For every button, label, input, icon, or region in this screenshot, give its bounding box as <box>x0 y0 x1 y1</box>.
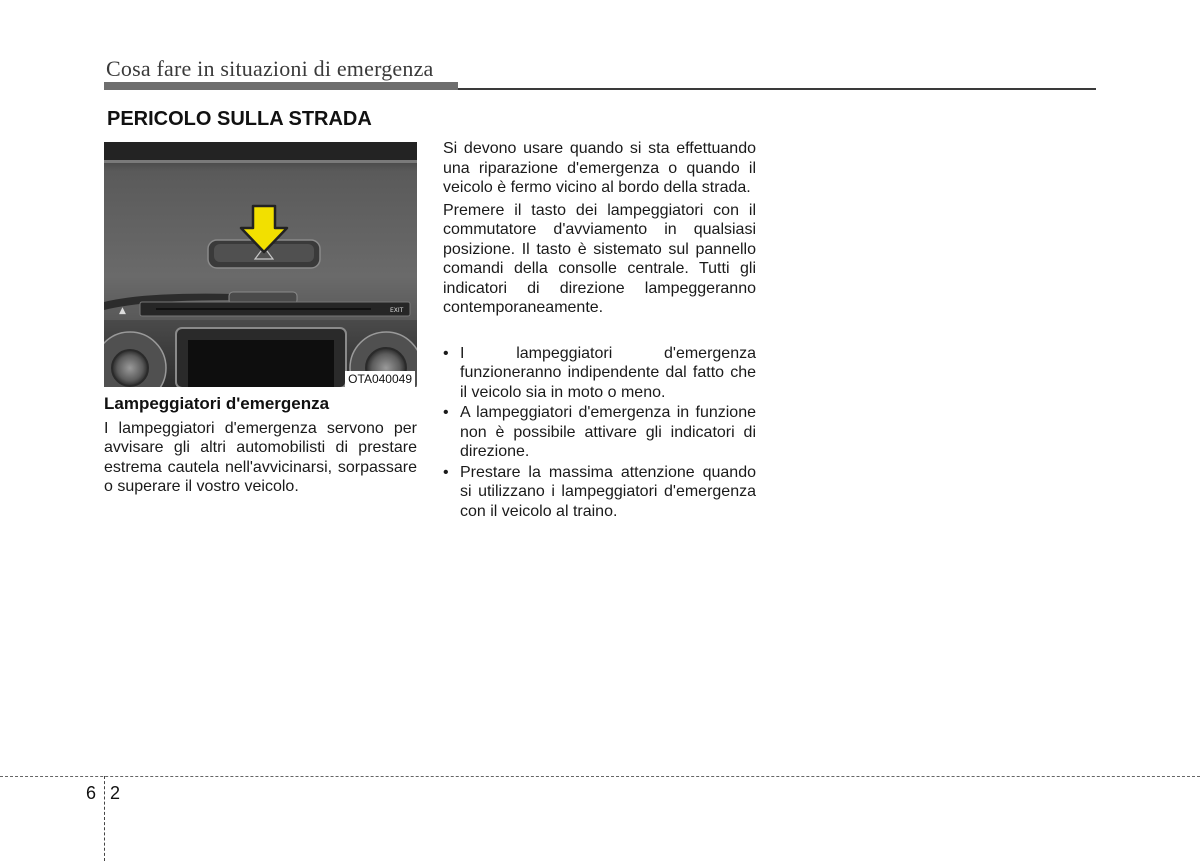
list-item-text: I lampeggiatori d'emergenza funzioneranno indipendente dal fatto che il veicolo sia in moto o meno. <box>460 344 756 401</box>
footer-divider <box>0 776 1200 777</box>
bullet-icon: • <box>443 344 449 362</box>
header-rule-thin <box>458 88 1096 90</box>
dashboard-illustration <box>104 142 417 387</box>
body-paragraph: Si devono usare quando si sta effettuando una riparazione d'emergenza o quando il veicolo è fermo vicino al bordo della strada. <box>443 140 756 196</box>
body-paragraph: Premere il tasto dei lampeggiatori con il commutatore d'avviamento in qualsiasi posizione. Il tasto è sistemato sul pannello comandi della consolle centrale. Tutti gli indicatori di direzione lampeggeranno contemporaneamente. <box>443 201 756 316</box>
list-item-text: Prestare la massima attenzione quando si utilizzano i lampeggiatori d'emergenza con il veicolo al traino. <box>460 463 756 520</box>
right-column <box>443 139 756 522</box>
list-item-text: A lampeggiatori d'emergenza in funzione non è possibile attivare gli indicatori di direzione. <box>460 404 756 460</box>
section-title: PERICOLO SULLA STRADA <box>107 108 372 130</box>
hazard-button-photo <box>104 142 417 387</box>
list-item <box>443 463 756 522</box>
figure-code: OTA040049 <box>345 371 415 387</box>
body-paragraph: I lampeggiatori d'emergenza servono per avvisare gli altri automobilisti di prestare estrema cautela nell'avvicinarsi, sorpassare o superare il vostro veicolo. <box>104 419 417 495</box>
bullet-icon: • <box>443 404 449 421</box>
page-number: 2 <box>110 783 121 803</box>
list-item <box>443 344 756 403</box>
exit-label: EXIT <box>390 307 404 314</box>
footer-vertical-divider <box>104 776 105 861</box>
list-item <box>443 403 756 462</box>
subsection-title: Lampeggiatori d'emergenza <box>104 394 330 413</box>
running-header-title: Cosa fare in situazioni di emergenza <box>106 56 434 81</box>
chapter-number: 6 <box>86 783 97 803</box>
bullet-list <box>443 344 756 522</box>
left-column <box>104 394 417 497</box>
bullet-icon: • <box>443 463 449 481</box>
header-rule-thick <box>104 82 458 90</box>
eject-icon: ▲ <box>119 306 126 316</box>
